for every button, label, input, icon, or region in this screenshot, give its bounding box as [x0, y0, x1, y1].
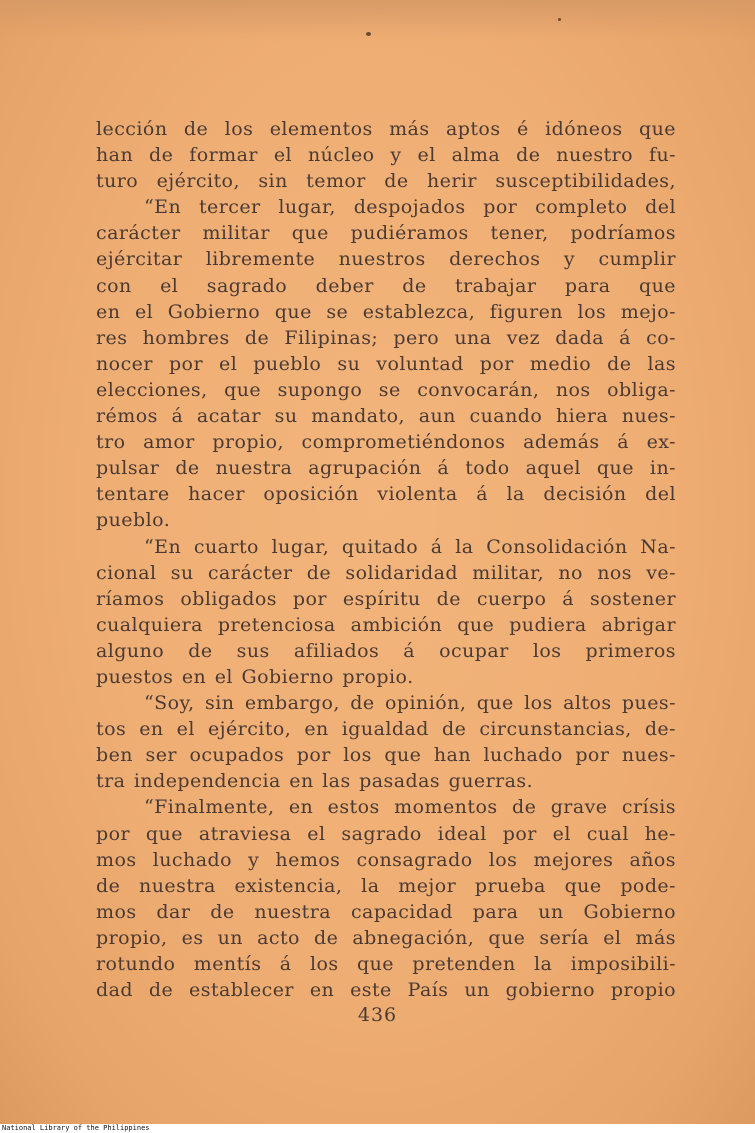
text-line: “Finalmente, en estos momentos de grave crísis	[144, 796, 676, 819]
text-line: rotundo mentís á los que pretenden la imposibili-	[96, 953, 676, 975]
text-line: dad de establecer en este País un gobierno propio	[96, 979, 676, 1002]
text-line: en el Gobierno que se establezca, figuren los mejo-	[96, 300, 676, 323]
text-line: con el sagrado deber de trabajar para que	[96, 274, 676, 297]
text-line: puestos en el Gobierno propio.	[96, 665, 414, 688]
text-line: nocer por el pueblo su voluntad por medio de las	[96, 352, 676, 375]
text-line: elecciones, que supongo se convocarán, nos obliga-	[96, 378, 676, 401]
text-line: de nuestra existencia, la mejor prueba que pode-	[96, 874, 676, 897]
text-line: carácter militar que pudiéramos tener, podríamos	[96, 222, 676, 245]
text-line: pulsar de nuestra agrupación á todo aquel que in-	[96, 457, 676, 480]
text-line: res hombres de Filipinas; pero una vez dada á co-	[96, 326, 676, 349]
text-line: por que atraviesa el sagrado ideal por el cual he-	[96, 822, 676, 845]
text-line: “En tercer lugar, despojados por completo del	[144, 196, 676, 219]
text-line: cualquiera pretenciosa ambición que pudiera abrigar	[96, 613, 676, 636]
text-line: tra independencia en las pasadas guerras.	[96, 770, 534, 793]
text-line: mos dar de nuestra capacidad para un Gobierno	[96, 900, 676, 923]
body-text	[96, 116, 676, 1003]
text-line: cional su carácter de solidaridad militar, no nos ve-	[96, 561, 676, 584]
ink-speck	[558, 18, 561, 21]
text-line: “Soy, sin embargo, de opinión, que los altos pues-	[144, 692, 676, 715]
text-line: ben ser ocupados por los que han luchado por nues-	[96, 744, 676, 767]
text-line: alguno de sus afiliados á ocupar los primeros	[96, 639, 676, 662]
text-line: mos luchado y hemos consagrado los mejores años	[96, 848, 676, 871]
text-line: propio, es un acto de abnegación, que sería el más	[96, 926, 676, 949]
text-line: tentare hacer oposición violenta á la decisión del	[96, 483, 676, 506]
ink-speck	[366, 32, 371, 36]
text-line: “En cuarto lugar, quitado á la Consolidación Na-	[144, 535, 676, 558]
library-credit: National Library of the Philippines	[2, 1124, 150, 1132]
text-line: ejércitar libremente nuestros derechos y cumplir	[96, 248, 676, 271]
text-line: tro amor propio, comprometiéndonos además á ex-	[96, 431, 676, 454]
text-line: ríamos obligados por espíritu de cuerpo á sostener	[96, 587, 676, 610]
text-line: turo ejército, sin temor de herir susceptibilidades,	[96, 170, 676, 193]
text-line: pueblo.	[96, 509, 171, 532]
text-line: han de formar el núcleo y el alma de nuestro fu-	[96, 144, 676, 167]
page-number: 436	[357, 1004, 398, 1026]
text-line: tos en el ejército, en igualdad de circunstancias, de-	[96, 718, 676, 741]
text-line: lección de los elementos más aptos é idóneos que	[96, 118, 676, 140]
text-line: rémos á acatar su mandato, aun cuando hiera nues-	[96, 405, 676, 428]
